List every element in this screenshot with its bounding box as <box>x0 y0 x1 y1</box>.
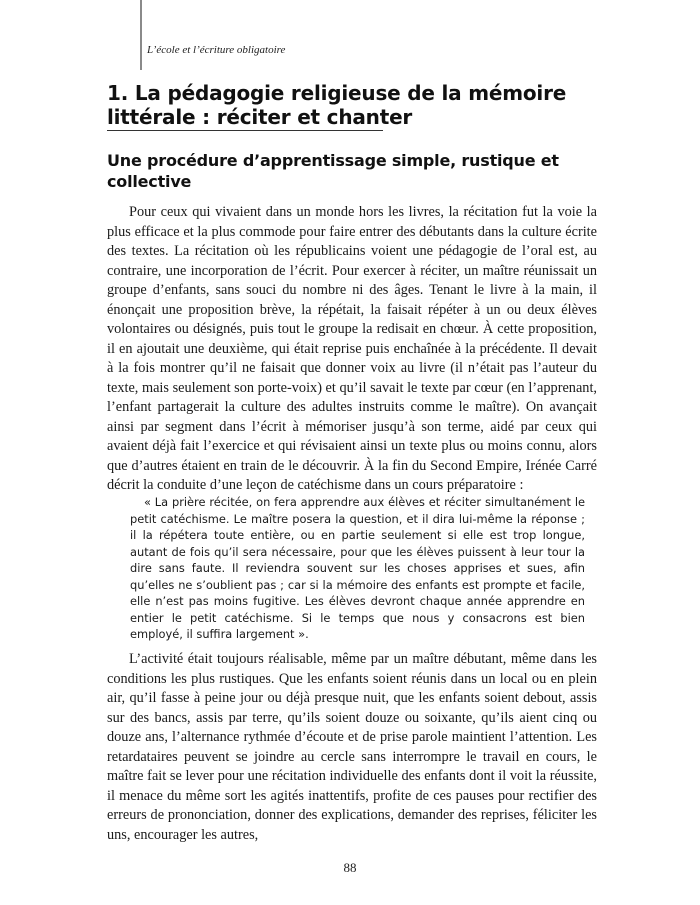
block-quote <box>130 494 585 643</box>
section-title: Une procédure d’apprentissage simple, rustique et collective <box>107 151 559 191</box>
margin-rule <box>140 0 142 70</box>
body-paragraph-1 <box>107 203 597 496</box>
page-number: 88 <box>343 860 357 875</box>
quote-text: « La prière récitée, on fera apprendre aux élèves et réciter simultanément le petit catéchisme. Le maître posera la question, et il dira lui-même la réponse ; il la répétera toute entière, ou en partie seulement si elle est trop longue, autant de fois qu’il sera nécessaire, pour que les élèves puissent à leur tour la dire sans faute. Il reviendra souvent sur les choses apprises et sues, afin qu’elles ne s’oublient pas ; car si la mémoire des enfants est prompte et facile, elle n’est pas moins fugitive. Les élèves devront chaque année apprendre en entier le petit catéchisme. Si le temps que nous y consacrons est bien employé, il suffira largement ». <box>130 495 585 641</box>
paragraph-text: Pour ceux qui vivaient dans un monde hors les livres, la récitation fut la voie la plus efficace et la plus commode pour faire entrer des débutants dans la culture écrite des textes. La récitation où les républicains voient une pédagogie de l’oral est, au contraire, une incorporation de l’écrit. Pour exercer à réciter, un maître réunissait un groupe d’enfants, sans souci du nombre ni des âges. Tenant le livre à la main, il énonçait une proposition brève, la répétait, la faisait répéter à un ou deux élèves volontaires ou désignés, puis tout le groupe la redisait en chœur. À cette proposition, il en ajoutait une deuxième, qui était reprise puis enchaînée à la précédente. Il devait à la fois montrer qu’il ne faisait que donner voix au livre (il n’était pas l’auteur du texte, mais seulement son porte-voix) et qu’il savait le texte par cœur (en l’apprenant, l’enfant partagerait la culture des adultes instruits comme le maître). On avançait ainsi par segment dans l’écrit à mémoriser jusqu’à son terme, aidé par ceux qui avaient déjà fait l’exercice et qui révisaient ainsi un texte plus ou moins connu, alors que d’autres étaient en train de le découvrir. À la fin du Second Empire, Irénée Carré décrit la conduite d’une leçon de catéchisme dans un cours préparatoire : <box>107 204 597 493</box>
chapter-title: 1. La pédagogie religieuse de la mémoire littérale : réciter et chanter <box>107 81 567 129</box>
paragraph-text: L’activité était toujours réalisable, même par un maître débutant, même dans les conditions les plus rustiques. Que les enfants soient réunis dans un local ou en plein air, qu’il fasse à peine jour ou déjà presque nuit, que les enfants soient debout, assis sur des bancs, assis par terre, qu’ils soient douze ou soixante, qu’ils aient cinq ou douze ans, l’alternance rythmée d’écoute et de prise parole maintient l’attention. Les retardataires peuvent se joindre au cercle sans interrompre le travail en cours, le maître fait se lever pour une récitation individuelle des enfants dont il voit la réussite, il menace du même sort les agités inattentifs, profite de ces pauses pour rectifier des erreurs de prononciation, donner des explications, demander des reprises, féliciter les uns, encourager les autres, <box>107 651 597 843</box>
body-paragraph-2 <box>107 650 597 845</box>
title-underline <box>107 130 383 131</box>
running-head: L’école et l’écriture obligatoire <box>147 44 286 56</box>
